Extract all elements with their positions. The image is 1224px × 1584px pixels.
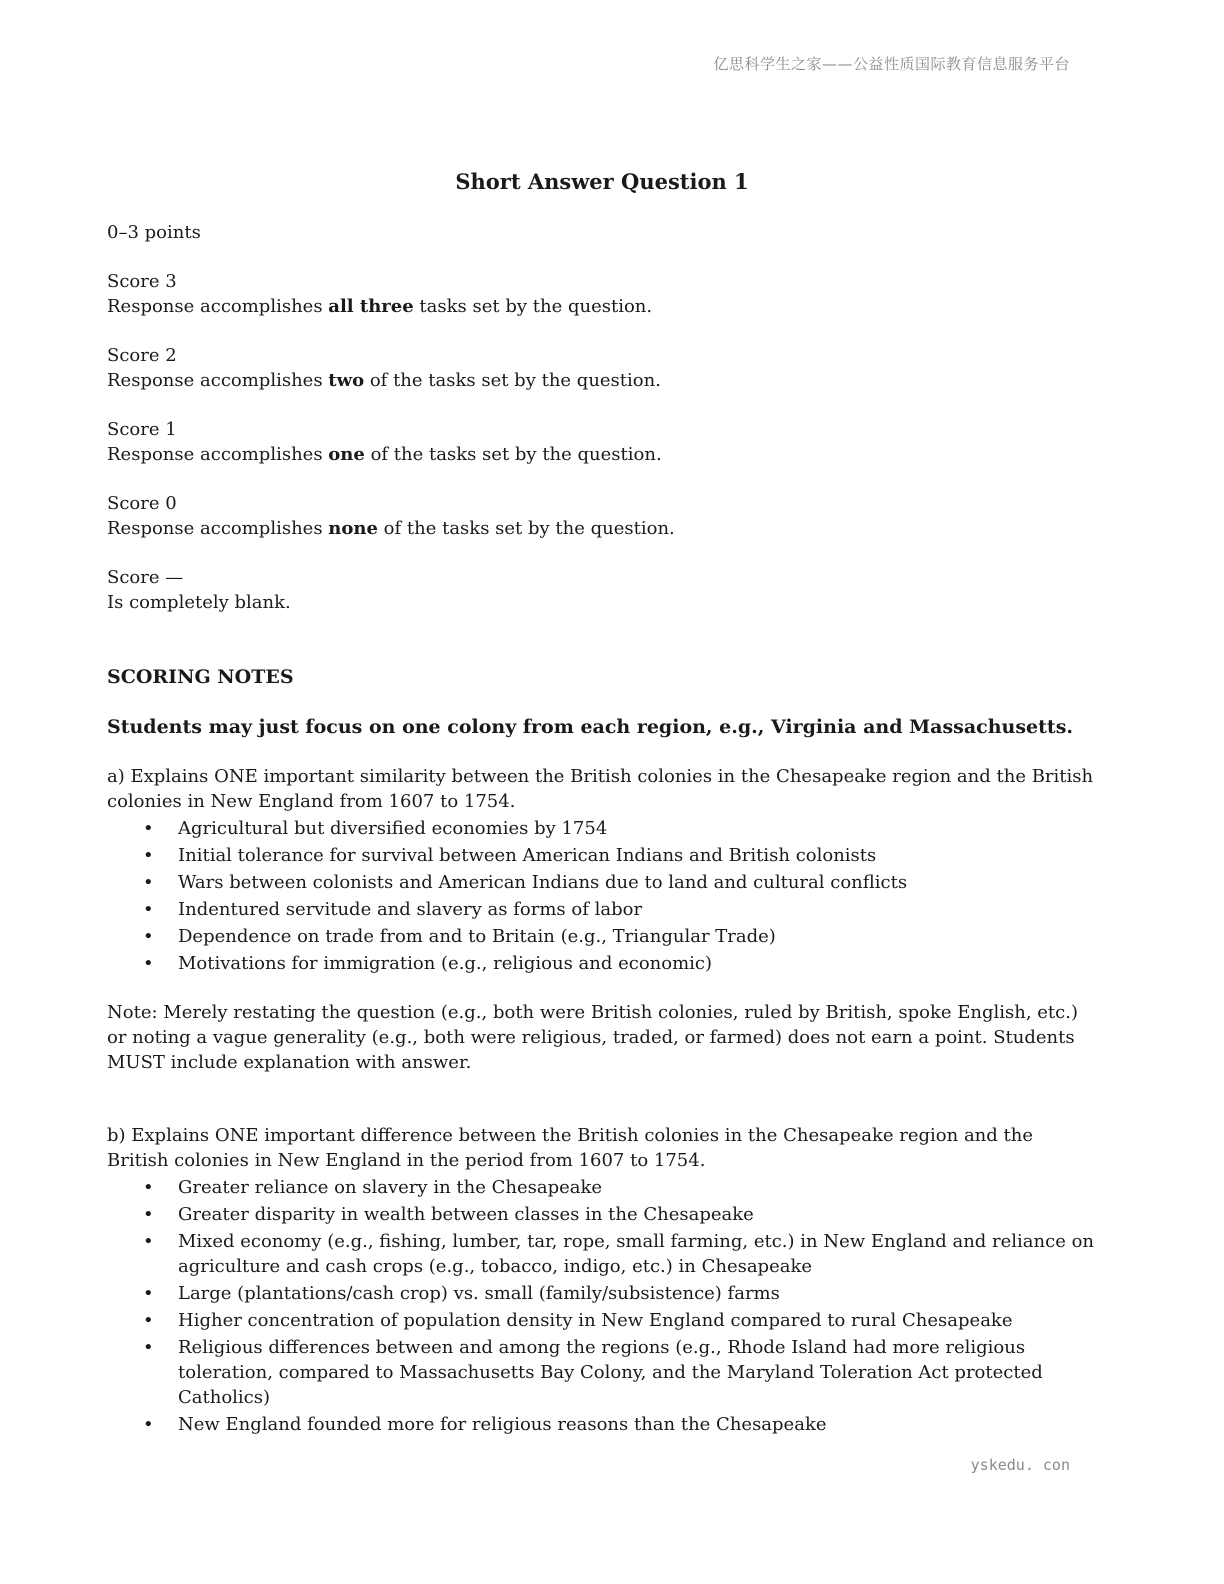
score-label: Score 0 (107, 493, 177, 514)
score-label: Score 2 (107, 345, 177, 366)
list-item: • Agricultural but diversified economies by 1754 (143, 818, 608, 839)
list-item: • Indentured servitude and slavery as forms of labor (143, 899, 643, 920)
part-b-intro: b) Explains ONE important difference between the British colonies in the Chesapeake region and the British colonies in New England in the period from 1607 to 1754. (107, 1125, 1033, 1171)
score-description: Response accomplishes one of the tasks set by the question. (107, 444, 662, 465)
list-item: • Wars between colonists and American Indians due to land and cultural conflicts (143, 872, 908, 893)
score-block-3 (107, 269, 1097, 319)
list-item: • Mixed economy (e.g., fishing, lumber, tar, rope, small farming, etc.) in New England and reliance on agriculture and cash crops (e.g., tobacco, indigo, etc.) in Chesapeake (143, 1231, 1095, 1277)
score-label: Score 3 (107, 271, 177, 292)
points-range: 0–3 points (107, 222, 201, 243)
score-description: Response accomplishes none of the tasks set by the question. (107, 518, 675, 539)
page-title: Short Answer Question 1 (455, 169, 749, 194)
list-item: • New England founded more for religious reasons than the Chesapeake (143, 1414, 827, 1435)
score-block-blank (107, 565, 1097, 615)
list-item: • Higher concentration of population density in New England compared to rural Chesapeake (143, 1310, 1013, 1331)
score-label: Score 1 (107, 419, 177, 440)
list-item: • Greater reliance on slavery in the Chesapeake (143, 1177, 603, 1198)
list-item: • Religious differences between and among the regions (e.g., Rhode Island had more religious toleration, compared to Massachusetts Bay Colony, and the Maryland Toleration Act protected Catholics) (143, 1337, 1043, 1408)
scoring-notes-heading: SCORING NOTES (107, 666, 294, 688)
score-description: Response accomplishes all three tasks set by the question. (107, 296, 653, 317)
list-item: • Dependence on trade from and to Britain (e.g., Triangular Trade) (143, 926, 776, 947)
score-block-0 (107, 491, 1097, 541)
part-b-list (107, 1175, 1097, 1437)
score-block-1 (107, 417, 1097, 467)
document-body (107, 167, 1097, 1439)
focus-note: Students may just focus on one colony from each region, e.g., Virginia and Massachusetts. (107, 716, 1074, 738)
part-a-intro: a) Explains ONE important similarity between the British colonies in the Chesapeake region and the British colonies in New England from 1607 to 1754. (107, 766, 1094, 812)
score-block-2 (107, 343, 1097, 393)
list-item: • Greater disparity in wealth between classes in the Chesapeake (143, 1204, 754, 1225)
footer-watermark: yskedu. con (970, 1456, 1070, 1474)
score-label: Score — (107, 567, 184, 588)
list-item: • Large (plantations/cash crop) vs. small (family/subsistence) farms (143, 1283, 780, 1304)
part-a-note: Note: Merely restating the question (e.g., both were British colonies, ruled by British, spoke English, etc.) or noting a vague generality (e.g., both were religious, traded, or farmed) does not earn a point. Students MUST include explanation with answer. (107, 1002, 1078, 1073)
list-item: • Motivations for immigration (e.g., religious and economic) (143, 953, 713, 974)
header-watermark: 亿思科学生之家——公益性质国际教育信息服务平台 (713, 55, 1070, 73)
list-item: • Initial tolerance for survival between American Indians and British colonists (143, 845, 877, 866)
score-description: Is completely blank. (107, 592, 291, 613)
part-a-list (107, 816, 1097, 976)
score-description: Response accomplishes two of the tasks set by the question. (107, 370, 661, 391)
